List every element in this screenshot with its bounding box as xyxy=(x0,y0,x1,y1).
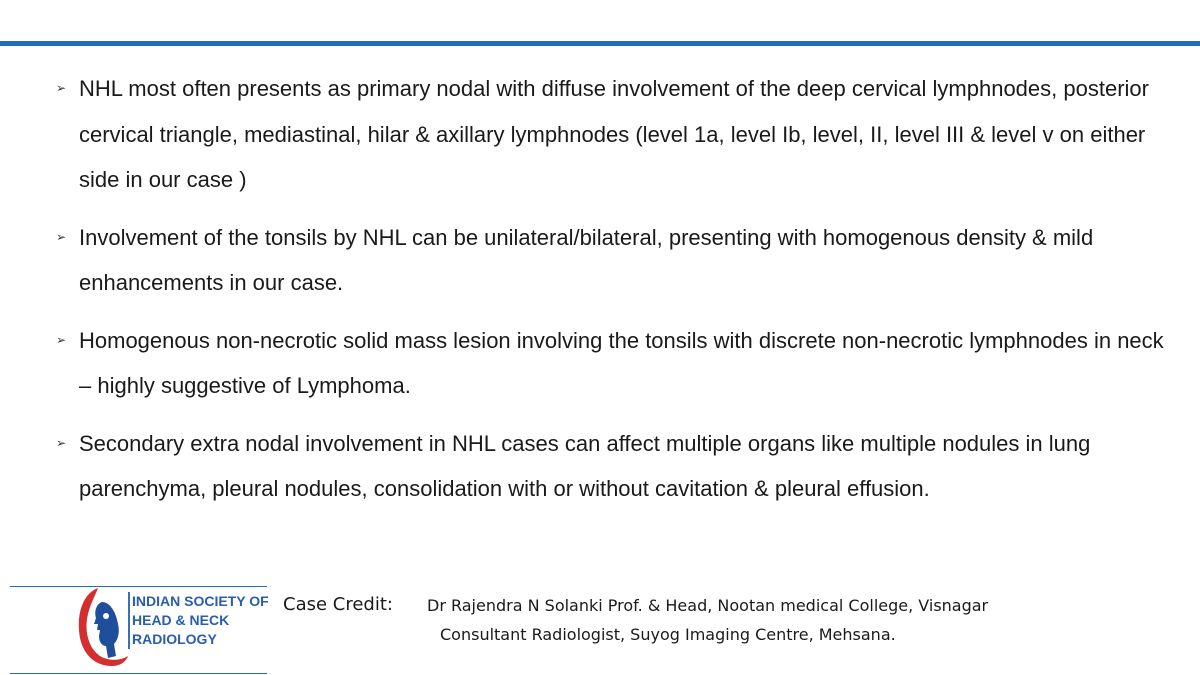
bullet-item xyxy=(56,66,1166,203)
bullet-text: Involvement of the tonsils by NHL can be unilateral/bilateral, presenting with homogenous density & mild enhancements in our case. xyxy=(79,224,1094,295)
bullet-arrow-icon: ➢ xyxy=(56,435,67,450)
bullet-text: Secondary extra nodal involvement in NHL cases can affect multiple organs like multiple nodules in lung parenchyma, pleural nodules, consolidation with or without cavitation & pleural effusion. xyxy=(79,430,1091,501)
case-credit-line2: Consultant Radiologist, Suyog Imaging Centre, Mehsana. xyxy=(440,625,896,644)
bullet-text: Homogenous non-necrotic solid mass lesion involving the tonsils with discrete non-necrotic lymphnodes in neck – highly suggestive of Lymphoma. xyxy=(79,327,1164,398)
footer-divider-bottom xyxy=(10,673,267,674)
organization-name-line2: HEAD & NECK xyxy=(132,612,230,628)
bullet-item xyxy=(56,215,1166,306)
organization-name-line1: INDIAN SOCIETY OF xyxy=(132,593,269,609)
head-profile-logo-icon xyxy=(72,586,130,672)
organization-name xyxy=(128,592,282,649)
bullet-arrow-icon: ➢ xyxy=(56,332,67,347)
case-credit-line1: Dr Rajendra N Solanki Prof. & Head, Nootan medical College, Visnagar xyxy=(427,596,989,615)
bullet-item xyxy=(56,421,1166,512)
bullet-text: NHL most often presents as primary nodal with diffuse involvement of the deep cervical lymphnodes, posterior cervical triangle, mediastinal, hilar & axillary lymphnodes (level 1a, level Ib, level, II, level III & level v on either side in our case ) xyxy=(79,76,1149,192)
bullet-item xyxy=(56,318,1166,409)
organization-name-line3: RADIOLOGY xyxy=(132,631,217,647)
footer-divider-top xyxy=(10,586,267,587)
bullet-list xyxy=(56,66,1166,524)
bullet-arrow-icon: ➢ xyxy=(56,81,67,95)
case-credit-label: Case Credit: xyxy=(283,594,393,615)
header-divider xyxy=(0,41,1200,46)
bullet-arrow-icon: ➢ xyxy=(56,229,67,244)
